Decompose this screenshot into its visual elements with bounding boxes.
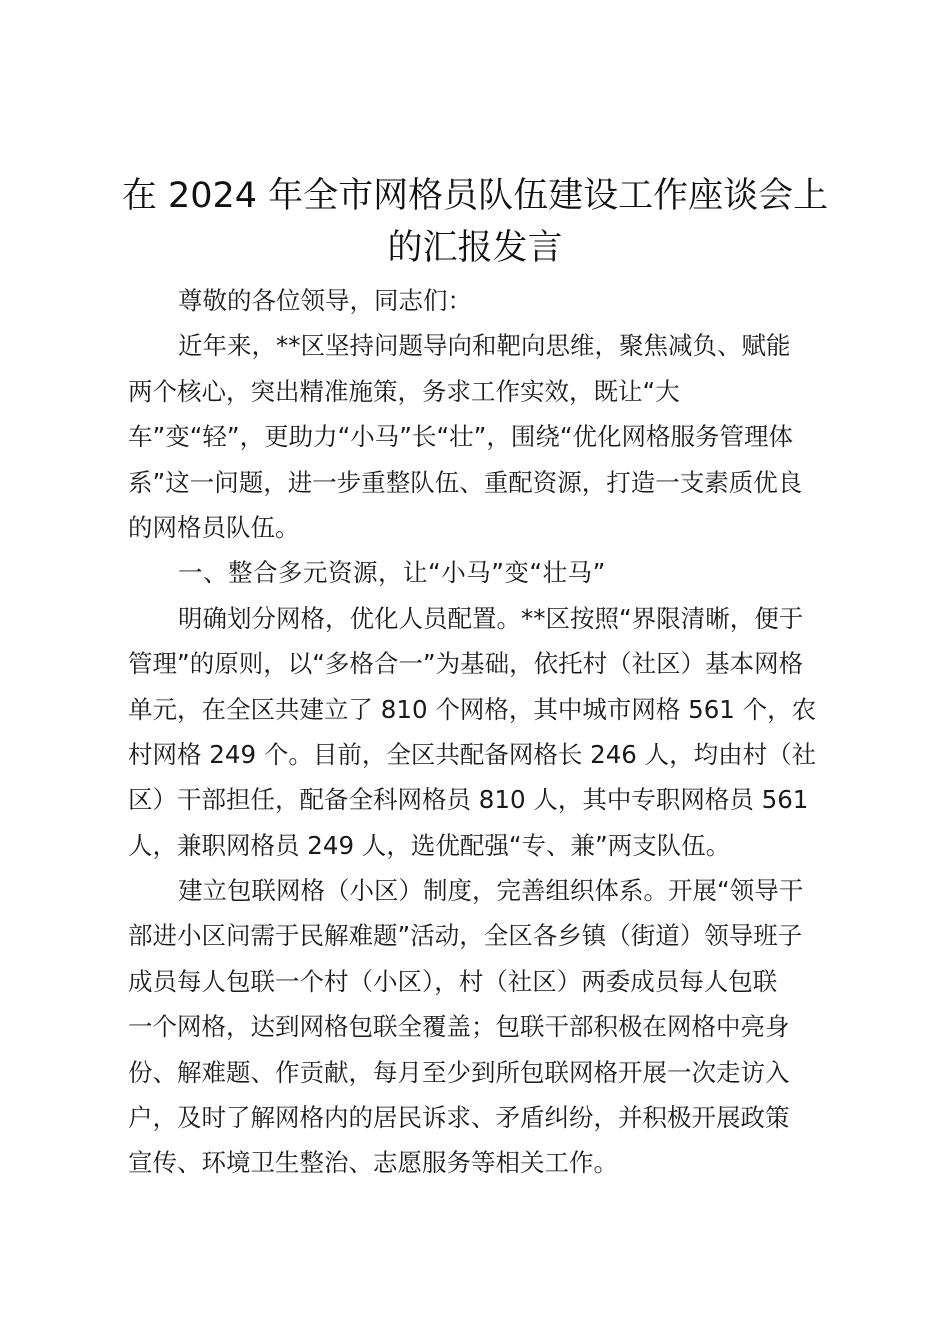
paragraph-line: 宣传、环境卫生整治、志愿服务等相关工作。 (128, 1148, 618, 1178)
section-heading: 一、整合多元资源，让“小马”变“壮马” (178, 558, 606, 588)
salutation: 尊敬的各位领导，同志们： (178, 286, 472, 315)
paragraph-line: 成员每人包联一个村（小区），村（社区）两委成员每人包联 (128, 966, 778, 996)
document-title (100, 170, 850, 274)
paragraph-line: 份、解难题、作贡献，每月至少到所包联网格开展一次走访入 (128, 1057, 790, 1087)
paragraph-line: 户，及时了解网格内的居民诉求、矛盾纠纷，并积极开展政策 (128, 1103, 790, 1133)
paragraph-line: 区）干部担任，配备全科网格员 810 人，其中专职网格员 561 (128, 785, 809, 815)
body-paragraph-2 (128, 868, 838, 1186)
paragraph-line: 车”变“轻”，更助力“小马”长“壮”，围绕“优化网格服务管理体 (128, 422, 794, 452)
paragraph-line: 两个核心，突出精准施策，务求工作实效，既让“大 (128, 376, 680, 406)
paragraph-line: 管理”的原则，以“多格合一”为基础，依托村（社区）基本网格 (128, 649, 804, 679)
paragraph-line: 明确划分网格，优化人员配置。**区按照“界限清晰，便于 (178, 603, 804, 633)
paragraph-line: 村网格 249 个。目前，全区共配备网格长 246 人，均由村（社 (128, 739, 817, 769)
title-line-2: 的汇报发言 (387, 228, 563, 268)
paragraph-line: 一个网格，达到网格包联全覆盖；包联干部积极在网格中亮身 (128, 1012, 790, 1042)
paragraph-line: 近年来，**区坚持问题导向和靶向思维，聚焦减负、赋能 (178, 331, 791, 361)
document-body (128, 278, 838, 1186)
paragraph-line: 人，兼职网格员 249 人，选优配强“专、兼”两支队伍。 (128, 830, 731, 860)
paragraph-line: 建立包联网格（小区）制度，完善组织体系。开展“领导干 (178, 876, 804, 906)
paragraph-line: 系”这一问题，进一步重整队伍、重配资源，打造一支素质优良 (128, 467, 803, 497)
body-paragraph-1 (128, 596, 838, 868)
intro-paragraph (128, 323, 838, 550)
paragraph-line: 部进小区问需于民解难题”活动，全区各乡镇（街道）领导班子 (128, 921, 803, 951)
title-line-1: 在 2024 年全市网格员队伍建设工作座谈会上 (121, 176, 829, 216)
paragraph-line: 的网格员队伍。 (128, 512, 300, 542)
paragraph-line: 单元，在全区共建立了 810 个网格，其中城市网格 561 个，农 (128, 694, 817, 724)
